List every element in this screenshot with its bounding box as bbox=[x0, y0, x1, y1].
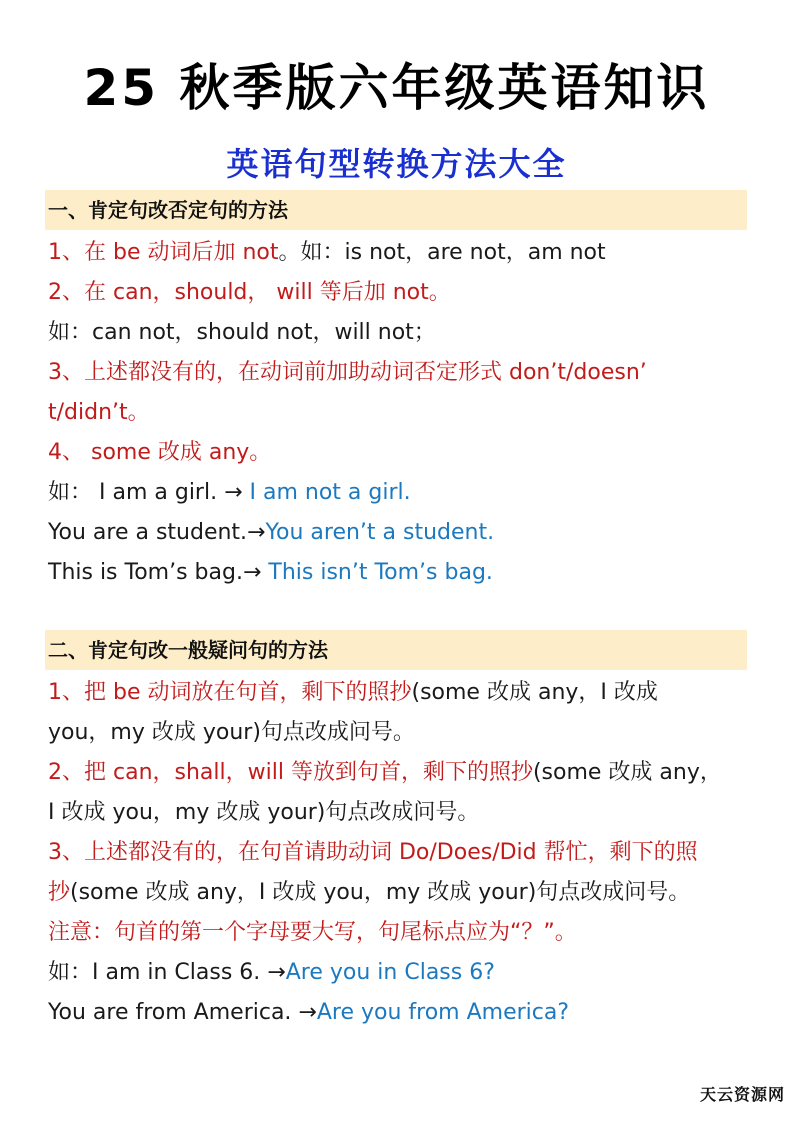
example-source: You are from America. → bbox=[48, 1000, 317, 1025]
example-line bbox=[48, 993, 753, 1033]
rule-line: 3、上述都没有的，在动词前加助动词否定形式 don’t/doesn’ bbox=[48, 360, 647, 385]
rule-line: t/didn’t。 bbox=[48, 400, 150, 425]
rule-line bbox=[48, 233, 753, 273]
note-line: 注意：句首的第一个字母要大写，句尾标点应为“？”。 bbox=[48, 920, 577, 945]
example-line bbox=[48, 953, 753, 993]
example-source: 如：I am in Class 6. → bbox=[48, 960, 286, 985]
rule-red-text: 1、在 be 动词后加 not bbox=[48, 240, 279, 265]
rule-line bbox=[48, 873, 753, 913]
rule-red-text: 抄 bbox=[48, 880, 71, 905]
example-answer: This isn’t Tom’s bag. bbox=[268, 560, 493, 585]
example-answer: You aren’t a student. bbox=[265, 520, 495, 545]
example-source: 如： I am a girl. → bbox=[48, 480, 250, 505]
rule-red-text: 1、把 be 动词放在句首，剩下的照抄 bbox=[48, 680, 412, 705]
example-answer: Are you in Class 6? bbox=[285, 960, 495, 985]
rule-text: (some 改成 any，I 改成 you，my 改成 your)句点改成问号。 bbox=[70, 880, 691, 905]
rule-line bbox=[48, 753, 753, 793]
example-line bbox=[48, 473, 753, 513]
rule-line: I 改成 you，my 改成 your)句点改成问号。 bbox=[48, 800, 480, 825]
section-heading-question: 二、肯定句改一般疑问句的方法 bbox=[45, 630, 747, 670]
rule-text: (some 改成 any， bbox=[532, 760, 722, 785]
example-answer: Are you from America? bbox=[316, 1000, 570, 1025]
page-title: 25 秋季版六年级英语知识 bbox=[83, 59, 710, 117]
example-line: 如：can not，should not，will not； bbox=[48, 320, 436, 345]
rule-text: (some 改成 any，I 改成 bbox=[411, 680, 658, 705]
example-source: You are a student.→ bbox=[48, 520, 266, 545]
page-subtitle: 英语句型转换方法大全 bbox=[226, 145, 567, 183]
rule-line: you，my 改成 your)句点改成问号。 bbox=[48, 720, 415, 745]
example-source: This is Tom’s bag.→ bbox=[48, 560, 269, 585]
rule-line: 3、上述都没有的，在句首请助动词 Do/Does/Did 帮忙，剩下的照 bbox=[48, 840, 698, 865]
example-line bbox=[48, 553, 753, 593]
footer-source-mark: 天云资源网 bbox=[699, 1085, 785, 1104]
example-line bbox=[48, 513, 753, 553]
rule-text: 。如：is not，are not，am not bbox=[278, 240, 606, 265]
rule-line: 4、 some 改成 any。 bbox=[48, 440, 272, 465]
rule-line: 2、在 can，should， will 等后加 not。 bbox=[48, 280, 451, 305]
example-answer: I am not a girl. bbox=[249, 480, 411, 505]
rule-red-text: 2、把 can，shall，will 等放到句首，剩下的照抄 bbox=[48, 760, 533, 785]
section-heading-negative: 一、肯定句改否定句的方法 bbox=[45, 190, 747, 230]
rule-line bbox=[48, 673, 753, 713]
